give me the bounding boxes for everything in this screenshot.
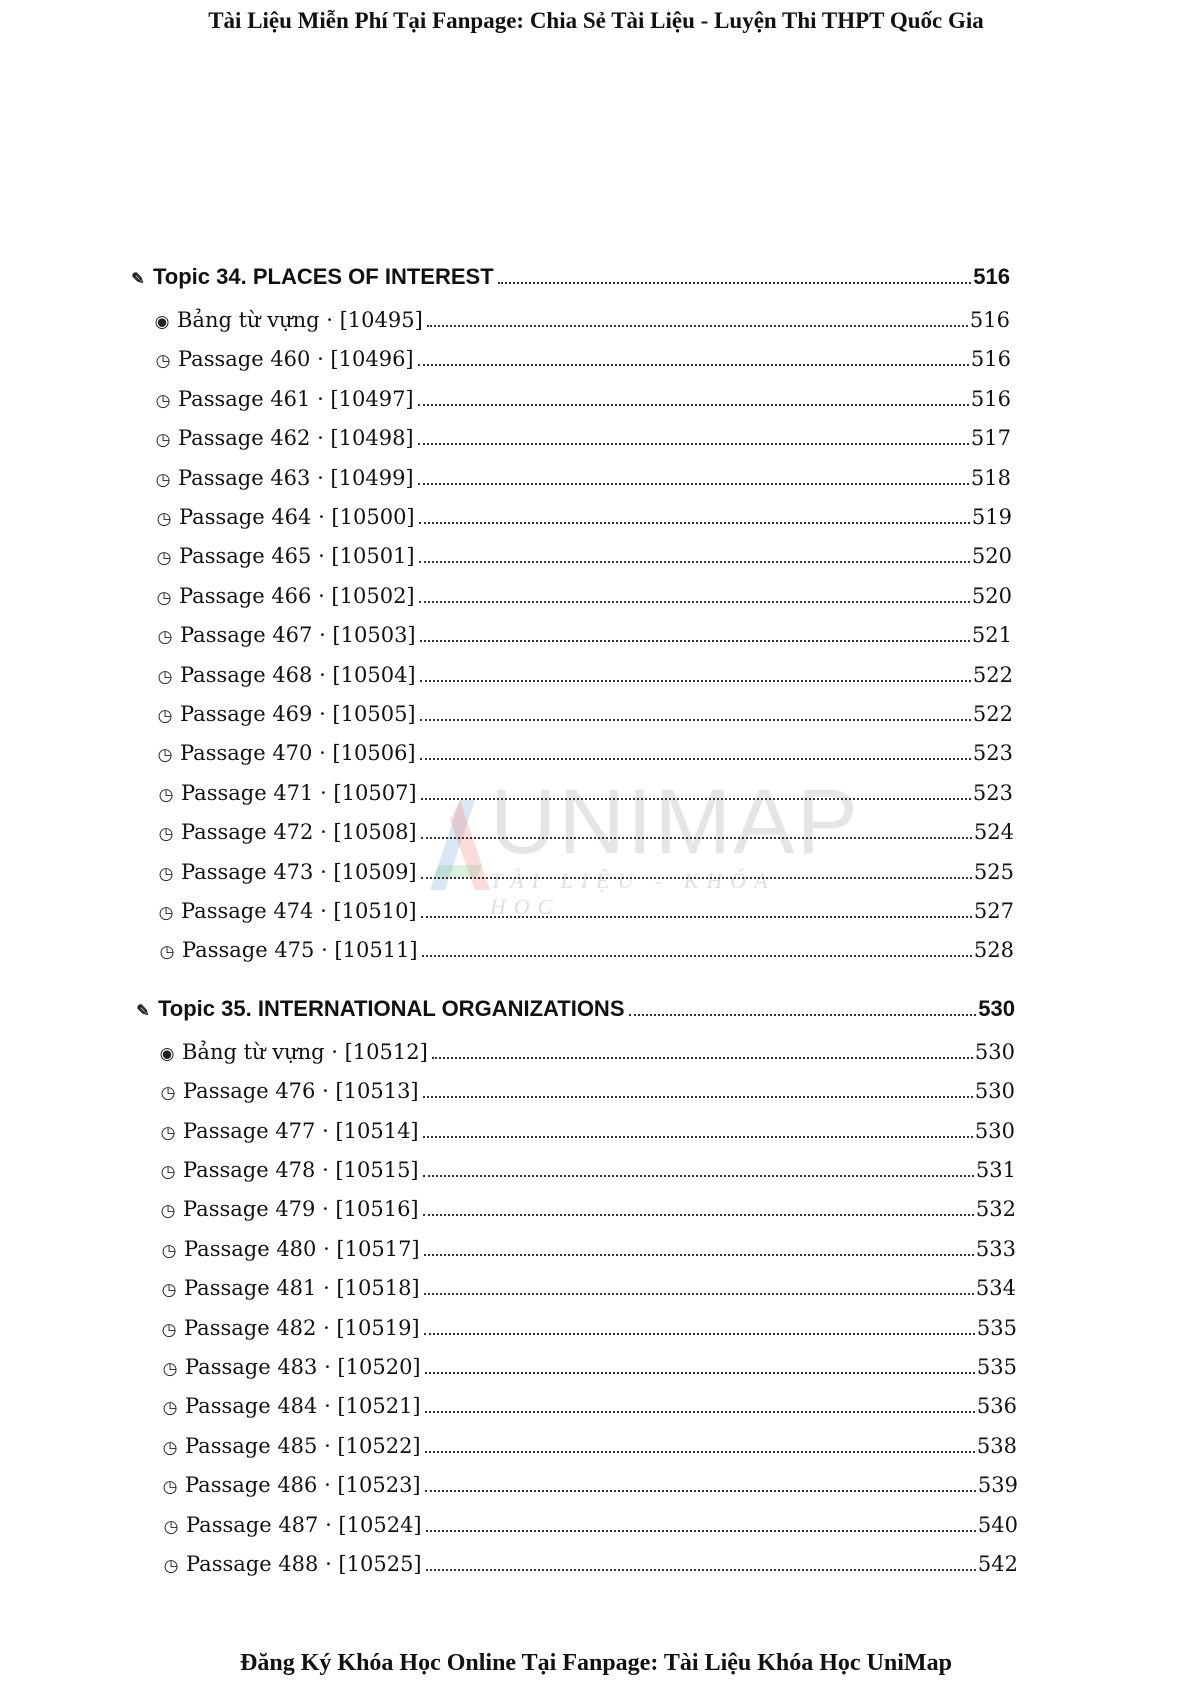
toc-entry-row[interactable] [159, 1316, 1017, 1350]
toc-page-number: 522 [972, 702, 1013, 726]
leader-dots [418, 442, 969, 445]
clock-icon: ◷ [163, 1516, 179, 1537]
clock-icon: ◷ [155, 469, 171, 490]
clock-icon: ◷ [162, 1477, 178, 1498]
toc-entry-label: Passage 465 · [10501] [179, 544, 415, 569]
leader-dots [424, 1253, 974, 1256]
leader-dots [423, 1135, 973, 1138]
toc-entry-label: Topic 35. INTERNATIONAL ORGANIZATIONS [158, 995, 625, 1021]
toc-entry-label: Passage 479 · [10516] [183, 1197, 419, 1222]
pencil-icon: ✎ [131, 271, 145, 288]
toc-entry-label: Passage 480 · [10517] [184, 1236, 420, 1261]
toc-entry-label: Passage 461 · [10497] [178, 386, 414, 411]
toc-entry-label: Passage 468 · [10504] [180, 662, 416, 687]
toc-entry-row[interactable] [155, 702, 1013, 736]
toc-page-number: 516 [970, 386, 1011, 411]
circle-target-icon: ◉ [159, 1043, 175, 1064]
toc-page-number: 540 [977, 1512, 1018, 1537]
watermark-brand: UNIMAP [490, 771, 860, 873]
clock-icon: ◷ [158, 784, 174, 805]
leader-dots [421, 836, 972, 839]
clock-icon: ◷ [155, 430, 171, 451]
toc-page-number: 516 [973, 264, 1010, 289]
toc-page-number: 539 [977, 1473, 1018, 1498]
leader-dots [420, 757, 971, 760]
clock-icon: ◷ [161, 1240, 177, 1261]
toc-page-number: 523 [972, 780, 1013, 805]
watermark-tagline: TÀI LIỆU - KHÓA HỌC [490, 868, 776, 919]
toc-entry-row[interactable] [154, 544, 1012, 578]
toc-page-number: 517 [970, 426, 1011, 451]
toc-entry-row[interactable] [152, 308, 1010, 342]
toc-entry-label: Bảng từ vựng · [10495] [177, 308, 423, 332]
toc-entry-label: Passage 460 · [10496] [178, 347, 414, 372]
toc-page-number: 535 [976, 1355, 1017, 1379]
toc-page-number: 516 [969, 308, 1010, 332]
toc-entry-label: Passage 464 · [10500] [179, 505, 415, 529]
toc-entry-label: Passage 481 · [10518] [184, 1276, 420, 1301]
toc-entry-label: Passage 471 · [10507] [181, 780, 417, 805]
leader-dots [420, 679, 971, 682]
leader-dots [419, 560, 970, 563]
clock-icon: ◷ [155, 351, 171, 372]
toc-entry-label: Passage 487 · [10524] [186, 1512, 422, 1537]
clock-icon: ◷ [156, 587, 172, 608]
toc-page-number: 534 [975, 1276, 1016, 1301]
toc-entry-label: Passage 475 · [10511] [182, 938, 418, 963]
leader-dots [425, 1450, 975, 1453]
toc-entry-label: Passage 469 · [10505] [180, 702, 416, 726]
clock-icon: ◷ [161, 1280, 177, 1301]
page-header: Tài Liệu Miễn Phí Tại Fanpage: Chia Sẻ Tài Liệu - Luyện Thi THPT Quốc Gia [208, 8, 984, 33]
toc-topic-row[interactable] [128, 264, 1010, 298]
toc-entry-row[interactable] [154, 584, 1012, 618]
leader-dots [432, 1056, 973, 1059]
toc-entry-row[interactable] [161, 1552, 1018, 1586]
clock-icon: ◷ [160, 1201, 176, 1222]
toc-entry-label: Passage 467 · [10503] [180, 623, 416, 648]
toc-entry-label: Passage 462 · [10498] [178, 426, 414, 451]
leader-dots [423, 1213, 974, 1216]
leader-dots [422, 954, 972, 957]
clock-icon: ◷ [158, 903, 174, 923]
toc-entry-label: Passage 473 · [10509] [181, 859, 417, 884]
toc-entry-label: Topic 34. PLACES OF INTEREST [153, 264, 494, 289]
toc-page-number: 536 [976, 1394, 1017, 1419]
toc-entry-row[interactable] [158, 1079, 1015, 1113]
toc-page-number: 522 [972, 662, 1013, 687]
clock-icon: ◷ [155, 390, 171, 411]
toc-entry-label: Passage 477 · [10514] [183, 1118, 419, 1143]
toc-entry-row[interactable] [156, 820, 1014, 854]
clock-icon: ◷ [160, 1162, 176, 1182]
toc-page-number: 530 [974, 1039, 1015, 1064]
toc-entry-label: Passage 470 · [10506] [180, 741, 416, 766]
leader-dots [421, 797, 971, 800]
toc-entry-row[interactable] [153, 466, 1011, 500]
toc-page-number: 532 [975, 1197, 1016, 1222]
toc-entry-row[interactable] [160, 1394, 1017, 1428]
toc-page-number: 518 [970, 465, 1011, 490]
toc-entry-label: Passage 474 · [10510] [181, 899, 417, 923]
toc-entry-row[interactable] [160, 1434, 1017, 1468]
toc-entry-row[interactable] [160, 1355, 1017, 1389]
leader-dots [421, 876, 972, 879]
toc-entry-row[interactable] [159, 1237, 1016, 1271]
toc-entry-row[interactable] [155, 741, 1013, 775]
toc-entry-row[interactable] [156, 781, 1013, 815]
toc-page-number: 520 [971, 583, 1012, 608]
clock-icon: ◷ [163, 1556, 179, 1576]
clock-icon: ◷ [162, 1437, 178, 1458]
leader-dots [426, 1529, 976, 1532]
toc-page-number: 520 [971, 544, 1012, 569]
toc-page-number: 530 [974, 1118, 1015, 1143]
toc-entry-label: Passage 478 · [10515] [183, 1158, 419, 1182]
toc-page-number: 538 [976, 1433, 1017, 1458]
toc-entry-row[interactable] [156, 899, 1014, 933]
clock-icon: ◷ [156, 548, 172, 569]
toc-entry-row[interactable] [155, 663, 1013, 697]
toc-entry-label: Passage 466 · [10502] [179, 583, 415, 608]
toc-entry-row[interactable] [158, 1158, 1016, 1192]
toc-entry-row[interactable] [160, 1473, 1018, 1507]
toc-entry-row[interactable] [153, 426, 1011, 460]
clock-icon: ◷ [162, 1398, 178, 1419]
clock-icon: ◷ [160, 1083, 176, 1104]
toc-topic-row[interactable] [133, 996, 1015, 1030]
clock-icon: ◷ [157, 745, 173, 766]
toc-entry-row[interactable] [159, 1276, 1016, 1310]
toc-page-number: 530 [978, 995, 1015, 1021]
leader-dots [424, 1292, 974, 1295]
clock-icon: ◷ [160, 1122, 176, 1143]
leader-dots [425, 1371, 975, 1374]
toc-page-number: 535 [976, 1315, 1017, 1340]
clock-icon: ◷ [158, 824, 174, 845]
clock-icon: ◷ [157, 627, 173, 648]
toc-entry-label: Passage 486 · [10523] [185, 1473, 421, 1498]
toc-page-number: 530 [974, 1079, 1015, 1104]
clock-icon: ◷ [158, 863, 174, 884]
toc-page-number: 523 [972, 741, 1013, 766]
toc-page-number: 521 [971, 623, 1012, 648]
leader-dots [498, 281, 972, 284]
clock-icon: ◷ [156, 509, 172, 529]
toc-page-number: 525 [973, 859, 1014, 884]
toc-entry-row[interactable] [154, 505, 1012, 539]
pencil-icon: ✎ [136, 1002, 150, 1020]
leader-dots [423, 1174, 974, 1177]
toc-entry-row[interactable] [157, 1040, 1015, 1074]
toc-entry-label: Passage 485 · [10522] [185, 1433, 421, 1458]
toc-page-number: 533 [975, 1236, 1016, 1261]
leader-dots [420, 639, 970, 642]
circle-target-icon: ◉ [154, 312, 170, 332]
toc-entry-label: Passage 482 · [10519] [184, 1315, 420, 1340]
toc-entry-row[interactable] [153, 387, 1011, 421]
toc-entry-label: Passage 488 · [10525] [186, 1552, 422, 1576]
leader-dots [424, 1332, 975, 1335]
clock-icon: ◷ [159, 942, 175, 963]
leader-dots [418, 403, 969, 406]
leader-dots [425, 1410, 975, 1413]
toc-page-number: 519 [971, 505, 1012, 529]
toc-entry-row[interactable] [155, 623, 1012, 657]
clock-icon: ◷ [161, 1319, 177, 1340]
leader-dots [427, 324, 968, 327]
toc-page-number: 527 [973, 899, 1014, 923]
toc-entry-label: Passage 484 · [10521] [185, 1394, 421, 1419]
leader-dots [419, 521, 970, 524]
leader-dots [418, 363, 969, 366]
leader-dots [425, 1489, 976, 1492]
toc-entry-row[interactable] [153, 347, 1011, 381]
toc-page-number: 528 [973, 938, 1014, 963]
leader-dots [419, 600, 970, 603]
leader-dots [629, 1013, 977, 1016]
toc-entry-row[interactable] [158, 1119, 1015, 1153]
toc-entry-label: Passage 476 · [10513] [183, 1079, 419, 1104]
toc-entry-label: Passage 472 · [10508] [181, 820, 417, 845]
toc-page-number: 531 [975, 1158, 1016, 1182]
toc-page-number: 516 [970, 347, 1011, 372]
clock-icon: ◷ [157, 666, 173, 687]
clock-icon: ◷ [157, 706, 173, 726]
leader-dots [420, 718, 971, 721]
leader-dots [426, 1568, 976, 1571]
toc-entry-row[interactable] [156, 860, 1014, 894]
clock-icon: ◷ [162, 1359, 178, 1379]
toc-page-number: 524 [973, 820, 1014, 845]
leader-dots [421, 915, 972, 918]
leader-dots [423, 1095, 973, 1098]
toc-entry-row[interactable] [158, 1197, 1016, 1231]
toc-entry-row[interactable] [157, 938, 1014, 972]
toc-page-number: 542 [977, 1552, 1018, 1576]
leader-dots [418, 482, 969, 485]
toc-entry-label: Bảng từ vựng · [10512] [182, 1039, 428, 1064]
toc-entry-label: Passage 483 · [10520] [185, 1355, 421, 1379]
toc-entry-row[interactable] [161, 1513, 1018, 1547]
toc-entry-label: Passage 463 · [10499] [178, 465, 414, 490]
page-footer: Đăng Ký Khóa Học Online Tại Fanpage: Tài Liệu Khóa Học UniMap [240, 1650, 952, 1676]
